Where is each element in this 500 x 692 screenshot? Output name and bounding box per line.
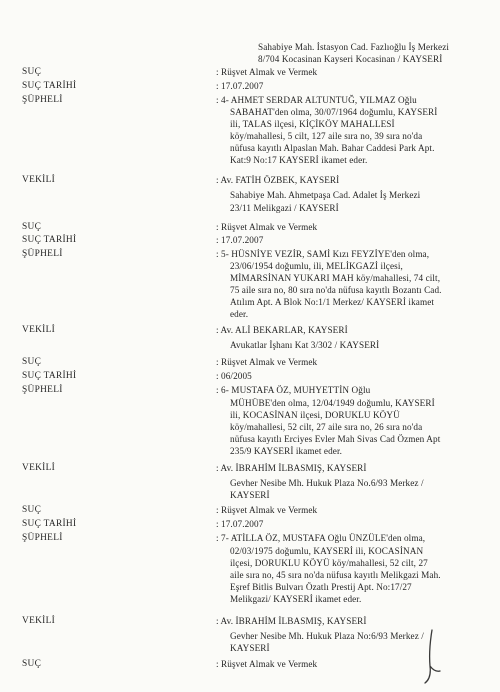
supheli-line: 235/9 KAYSERİ ikamet eder. xyxy=(230,446,342,456)
supheli-line: : 7- ATİLLA ÖZ, MUSTAFA Oğlu ÜNZÜLE'den olma, xyxy=(216,533,426,543)
suc-tarihi-value: : 17.07.2007 xyxy=(216,81,264,91)
supheli-line: nüfusa kayıtlı Erciyes Evler Mah Sivas Cad Özmen Apt xyxy=(230,434,441,444)
supheli-line: 23/06/1954 doğumlu, ili, MELİKGAZİ ilçesi, xyxy=(230,261,403,271)
suc-tarihi-value: : 17.07.2007 xyxy=(216,519,264,529)
vekili-line: KAYSERİ xyxy=(230,643,270,653)
suc-value: : Rüşvet Almak ve Vermek xyxy=(216,357,318,367)
suc-tarihi-value: : 17.07.2007 xyxy=(216,235,264,245)
top-address-line-1: Sahabiye Mah. İstasyon Cad. Fazlıoğlu İş Merkezi xyxy=(258,42,450,52)
vekili-line: Gevher Nesibe Mh. Hukuk Plaza No:6/93 Merkez / xyxy=(230,631,424,641)
vekili-line: : Av. İBRAHİM İLBASMIŞ, KAYSERİ xyxy=(216,616,367,626)
suc-label: SUÇ xyxy=(22,505,42,515)
signature-mark xyxy=(420,628,442,686)
supheli-line: : 6- MUSTAFA ÖZ, MUHYETTİN Oğlu xyxy=(216,385,371,395)
supheli-line: Kat:9 No:17 KAYSERİ ikamet eder. xyxy=(230,155,368,165)
supheli-label: ŞÜPHELİ xyxy=(22,533,63,543)
supheli-line: SABAHAT'den olma, 30/07/1964 doğumlu, KAYSERİ xyxy=(230,107,438,117)
suc-value: : Rüşvet Almak ve Vermek xyxy=(216,659,318,669)
suc-tarihi-label: SUÇ TARİHİ xyxy=(22,81,77,91)
suc-value: : Rüşvet Almak ve Vermek xyxy=(216,505,318,515)
vekili-line: : Av. FATİH ÖZBEK, KAYSERİ xyxy=(216,175,340,185)
supheli-line: 75 aile sıra no, 80 sıra no'da nüfusa kayıtlı Bozantı Cad. xyxy=(230,285,442,295)
supheli-line: 02/03/1975 doğumlu, KAYSERİ ili, KOCASİNAN xyxy=(230,546,424,556)
supheli-line: ili, TALAS ilçesi, KİÇİKÖY MAHALLESİ xyxy=(230,119,395,129)
supheli-line: Atılım Apt. A Blok No:1/1 Merkez/ KAYSERİ ikamet xyxy=(230,297,435,307)
suc-value: : Rüşvet Almak ve Vermek xyxy=(216,67,318,77)
vekili-line: Avukatlar İşhanı Kat 3/302 / KAYSERİ xyxy=(230,340,380,350)
vekili-label: VEKİLİ xyxy=(22,175,56,185)
vekili-label: VEKİLİ xyxy=(22,325,56,335)
supheli-line: aile sıra no, 45 sıra no'da nüfusa kayıtlı Melikgazi Mah. xyxy=(230,570,441,580)
vekili-label: VEKİLİ xyxy=(22,463,56,473)
supheli-line: : 4- AHMET SERDAR ALTUNTUĞ, YILMAZ Oğlu xyxy=(216,95,417,105)
suc-label: SUÇ xyxy=(22,659,42,669)
vekili-line: : Av. ALİ BEKARLAR, KAYSERİ xyxy=(216,325,348,335)
vekili-line: KAYSERİ xyxy=(230,490,270,500)
suc-label: SUÇ xyxy=(22,67,42,77)
suc-tarihi-label: SUÇ TARİHİ xyxy=(22,371,77,381)
supheli-line: MİMARSİNAN YUKARI MAH köy/mahallesi, 74 cilt, xyxy=(230,273,441,283)
supheli-line: köy/mahallesi, 52 cilt, 27 aile sıra no, 26 sıra no'da xyxy=(230,422,423,432)
supheli-line: MÜHÜBE'den olma, 12/04/1949 doğumlu, KAYSERİ xyxy=(230,398,435,408)
suc-label: SUÇ xyxy=(22,357,42,367)
suc-label: SUÇ xyxy=(22,222,42,232)
vekili-line: Sahabiye Mah. Ahmetpaşa Cad. Adalet İş Merkezi xyxy=(230,190,421,200)
suc-tarihi-value: : 06/2005 xyxy=(216,371,252,381)
supheli-line: eder. xyxy=(230,309,249,319)
suc-tarihi-label: SUÇ TARİHİ xyxy=(22,519,77,529)
suc-value: : Rüşvet Almak ve Vermek xyxy=(216,222,318,232)
top-address-line-2: 8/704 Kocasinan Kayseri Kocasinan / KAYSERİ xyxy=(258,54,443,64)
supheli-line: Melikgazi/ KAYSERİ ikamet eder. xyxy=(230,594,362,604)
supheli-label: ŞÜPHELİ xyxy=(22,385,63,395)
vekili-line: : Av. İBRAHİM İLBASMIŞ, KAYSERİ xyxy=(216,463,367,473)
supheli-line: nüfusa kayıtlı Alpaslan Mah. Bahar Caddesi Park Apt. xyxy=(230,143,435,153)
suc-tarihi-label: SUÇ TARİHİ xyxy=(22,235,77,245)
supheli-line: : 5- HÜSNİYE VEZİR, SAMİ Kızı FEYZİYE'den olma, xyxy=(216,249,430,259)
vekili-label: VEKİLİ xyxy=(22,616,56,626)
supheli-line: Eşref Bitlis Bulvarı Özatlı Prestij Apt. No:17/27 xyxy=(230,582,412,592)
supheli-line: köy/mahallesi, 5 cilt, 127 aile sıra no, 39 sıra no'da xyxy=(230,131,423,141)
vekili-line: 23/11 Melikgazi / KAYSERİ xyxy=(230,203,339,213)
supheli-label: ŞÜPHELİ xyxy=(22,95,63,105)
supheli-label: ŞÜPHELİ xyxy=(22,249,63,259)
supheli-line: ili, KOCASİNAN ilçesi, DORUKLU KÖYÜ xyxy=(230,410,400,420)
vekili-line: Gevher Nesibe Mh. Hukuk Plaza No.6/93 Merkez / xyxy=(230,478,424,488)
supheli-line: ilçesi, DORUKLU KÖYÜ köy/mahallesi, 52 cilt, 27 xyxy=(230,558,428,568)
